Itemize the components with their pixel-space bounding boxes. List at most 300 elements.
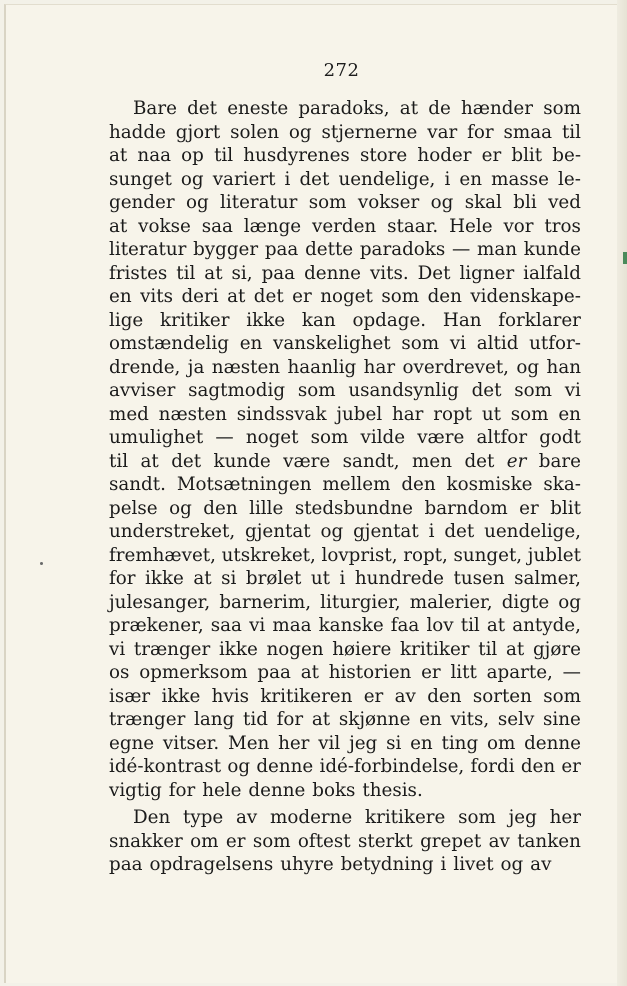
- word: kunde: [213, 450, 271, 472]
- word: aparte,: [486, 662, 553, 683]
- word: haanlig: [287, 356, 357, 378]
- word: vanskelighet: [273, 333, 391, 354]
- word: som: [381, 286, 420, 307]
- edge-tab-marker: [623, 252, 627, 264]
- word: mellem: [322, 474, 391, 495]
- page-edge: [617, 0, 627, 986]
- emphasized-word: er: [506, 450, 527, 472]
- word: som: [308, 192, 347, 213]
- word: saa: [210, 615, 242, 636]
- word: malerier,: [409, 591, 493, 613]
- text-line: [109, 97, 581, 121]
- word: brølet: [245, 568, 302, 589]
- word: opmerksom: [139, 662, 248, 683]
- word: være: [283, 450, 331, 472]
- word: ligner: [459, 262, 515, 284]
- word: sandt,: [342, 450, 400, 472]
- word: en: [239, 333, 263, 354]
- word: i: [284, 168, 291, 190]
- word: gjentat: [353, 521, 419, 542]
- word: jubel: [336, 403, 383, 425]
- word: skal: [464, 192, 502, 213]
- word: vi: [564, 380, 581, 401]
- word: godt: [539, 427, 581, 448]
- text-line: [109, 830, 581, 854]
- word: den: [520, 756, 556, 777]
- word: at: [311, 709, 331, 730]
- word: liturgier,: [320, 591, 401, 613]
- word: opdragelsens: [149, 854, 274, 875]
- word: den: [427, 286, 462, 307]
- word: snakker: [109, 830, 183, 852]
- text-line: [109, 520, 581, 544]
- word: ropt,: [403, 544, 448, 566]
- word: store: [359, 145, 408, 166]
- word: Den: [133, 807, 171, 828]
- text-line: [109, 614, 581, 638]
- word: at: [506, 638, 525, 660]
- word: at: [140, 450, 159, 472]
- word: be-: [552, 145, 581, 166]
- word: han: [546, 356, 581, 378]
- word: at: [109, 215, 128, 237]
- word: grepet: [420, 830, 482, 852]
- word: sorten: [472, 685, 532, 707]
- text-line: [109, 379, 581, 403]
- word: for: [467, 121, 494, 143]
- word: dette: [305, 239, 354, 260]
- word: os: [109, 662, 130, 683]
- word: idé-forbindelse,: [319, 756, 465, 777]
- word: thesis.: [362, 779, 423, 801]
- word: —: [215, 427, 234, 448]
- word: om: [486, 732, 516, 754]
- word: som: [458, 807, 496, 828]
- word: som: [297, 380, 336, 401]
- word: ting: [441, 732, 479, 754]
- word: en: [419, 709, 442, 730]
- word: si: [221, 568, 237, 589]
- word: sandt.: [109, 474, 166, 495]
- word: som: [543, 685, 581, 707]
- word: at: [204, 262, 223, 284]
- text-line: [109, 708, 581, 732]
- word: Hele: [449, 215, 493, 237]
- word: skjønne: [338, 709, 411, 730]
- word: det: [171, 450, 202, 472]
- word: forklarer: [498, 309, 581, 331]
- word: vokse: [138, 215, 191, 237]
- word: er: [561, 756, 581, 777]
- word: var: [427, 121, 458, 143]
- word: usandsynlig: [348, 380, 459, 401]
- word: i: [339, 568, 346, 589]
- word: Bare: [133, 98, 177, 119]
- word: av: [530, 854, 552, 875]
- word: til: [109, 450, 129, 472]
- word: barndom: [424, 497, 508, 519]
- word: i: [428, 521, 435, 542]
- word: historien: [328, 662, 412, 683]
- word: en: [109, 286, 132, 307]
- word: kritikeren: [260, 685, 353, 707]
- word: av: [394, 685, 416, 707]
- word: salmer,: [514, 568, 581, 589]
- word: den: [203, 497, 238, 519]
- word: op: [181, 145, 204, 166]
- word: til: [214, 145, 234, 166]
- word: av: [488, 830, 510, 852]
- word: antyde,: [512, 615, 581, 636]
- word: især: [109, 685, 151, 707]
- word: Motsætningen: [176, 474, 312, 495]
- word: solen: [230, 121, 279, 143]
- text-line: [109, 191, 581, 215]
- word: altfor: [476, 427, 528, 448]
- word: utfor-: [529, 333, 581, 354]
- text-line: [109, 309, 581, 333]
- word: det: [299, 168, 330, 190]
- text-line: [109, 806, 581, 830]
- word: kritiker: [400, 638, 470, 660]
- word: ut: [481, 403, 501, 425]
- word: fremhævet,: [109, 544, 216, 566]
- word: lang: [194, 709, 235, 730]
- word: ikke: [145, 568, 184, 589]
- text-line: [109, 285, 581, 309]
- word: en: [410, 732, 433, 754]
- word: det: [464, 450, 495, 472]
- word: sunget,: [453, 544, 523, 566]
- text-line: [109, 567, 581, 591]
- page-number: 272: [323, 60, 360, 81]
- word: boks: [312, 779, 356, 801]
- word: idé-kontrast: [109, 756, 222, 777]
- word: vi: [449, 333, 467, 354]
- word: vigtig: [109, 779, 162, 801]
- word: drende,: [109, 356, 181, 378]
- word: selv: [497, 709, 535, 730]
- word: Han: [442, 309, 482, 331]
- word: for: [168, 779, 196, 801]
- word: gender: [109, 192, 175, 213]
- word: le-: [558, 168, 581, 190]
- word: lov: [426, 615, 454, 636]
- word: livet: [453, 854, 494, 875]
- word: umulighet: [109, 427, 204, 448]
- word: det: [444, 521, 475, 542]
- word: —: [562, 662, 581, 683]
- word: her: [278, 732, 310, 754]
- text-line: [109, 853, 581, 877]
- word: eneste: [227, 98, 289, 119]
- word: blit: [550, 497, 581, 519]
- text-line: [109, 356, 581, 380]
- word: paa: [109, 854, 143, 875]
- word: digte: [501, 591, 550, 613]
- word: lige: [109, 309, 144, 331]
- word: det: [471, 380, 502, 401]
- word: nogen: [266, 638, 324, 660]
- word: lovprist,: [321, 544, 398, 566]
- word: paradoks,: [298, 98, 390, 119]
- word: jeg: [508, 807, 537, 828]
- text-line: [109, 473, 581, 497]
- word: stjernerne: [321, 121, 418, 143]
- word: type: [183, 807, 224, 828]
- word: deri: [181, 286, 219, 307]
- word: stedsbundne: [294, 497, 413, 519]
- word: ropt: [433, 403, 473, 425]
- word: vitser.: [162, 732, 220, 754]
- word: tusen: [453, 568, 505, 589]
- word: lille: [249, 497, 284, 519]
- word: husdyrenes: [243, 145, 350, 166]
- word: altid: [476, 333, 519, 354]
- word: denne: [256, 756, 314, 777]
- word: næsten: [211, 356, 281, 378]
- word: prækener,: [109, 615, 204, 636]
- text-line: [109, 732, 581, 756]
- word: og: [288, 121, 312, 143]
- word: den: [401, 474, 436, 495]
- word: overdrevet,: [402, 356, 509, 378]
- word: bli: [513, 192, 537, 213]
- word: ut: [310, 568, 330, 589]
- ink-speck: [40, 562, 43, 565]
- word: det: [253, 286, 284, 307]
- word: betydning: [340, 854, 434, 875]
- word: hundrede: [354, 568, 444, 589]
- word: er: [421, 662, 441, 683]
- word: tros: [544, 215, 581, 237]
- word: som: [510, 403, 549, 425]
- word: længe: [243, 215, 302, 237]
- word: er: [481, 145, 502, 166]
- word: smaa: [503, 121, 553, 143]
- word: ved: [548, 192, 581, 213]
- word: noget: [320, 286, 373, 307]
- word: blit: [511, 145, 543, 166]
- word: naa: [137, 145, 171, 166]
- word: uendelige,: [484, 521, 581, 542]
- word: avviser: [109, 380, 176, 401]
- text-line: [109, 238, 581, 262]
- body-text: [109, 97, 581, 877]
- word: denne: [524, 732, 581, 754]
- word: kritikere: [365, 807, 446, 828]
- text-line: [109, 426, 581, 450]
- word: gjøre: [532, 638, 581, 660]
- word: at: [300, 662, 319, 683]
- word: som: [252, 830, 291, 852]
- word: hænder: [460, 98, 533, 119]
- word: utskreket,: [221, 544, 316, 566]
- word: sine: [543, 709, 581, 730]
- word: noget: [245, 427, 299, 448]
- word: som: [543, 98, 581, 119]
- word: omstændelig: [109, 333, 229, 354]
- word: barnerim,: [219, 591, 312, 613]
- word: som: [401, 333, 440, 354]
- text-line: [109, 661, 581, 685]
- word: vokser: [357, 192, 420, 213]
- word: har: [363, 356, 396, 378]
- word: til: [176, 262, 196, 284]
- word: vilde: [360, 427, 406, 448]
- word: literatur: [109, 239, 187, 260]
- word: og: [430, 192, 454, 213]
- word: videnskape-: [470, 286, 581, 307]
- text-line: [109, 332, 581, 356]
- word: saa: [201, 215, 233, 237]
- word: egne: [109, 732, 155, 754]
- word: oftest: [297, 830, 351, 852]
- word: verden: [312, 215, 377, 237]
- word: og: [227, 756, 251, 777]
- word: fordi: [470, 756, 515, 777]
- word: trænger: [109, 709, 186, 730]
- word: kritiker: [160, 309, 230, 331]
- word: opdage.: [352, 309, 427, 331]
- word: ialfald: [523, 262, 581, 284]
- text-line: [109, 685, 581, 709]
- word: si,: [231, 262, 253, 284]
- word: som: [310, 427, 349, 448]
- word: vits.: [369, 262, 409, 284]
- word: til: [561, 121, 581, 143]
- word: og: [500, 854, 524, 875]
- text-line: [109, 450, 581, 474]
- word: i: [444, 168, 451, 190]
- text-line: [109, 544, 581, 568]
- word: sindssvak: [236, 403, 327, 425]
- word: kunde: [523, 239, 581, 260]
- word: faa: [390, 615, 420, 636]
- word: uhyre: [280, 854, 334, 875]
- text-line: [109, 591, 581, 615]
- word: at: [193, 568, 212, 589]
- word: til: [460, 615, 480, 636]
- word: tid: [243, 709, 268, 730]
- word: paa: [264, 239, 299, 260]
- word: masse: [491, 168, 549, 190]
- word: kan: [301, 309, 336, 331]
- word: variert: [212, 168, 276, 190]
- word: man: [477, 239, 518, 260]
- word: bygger: [193, 239, 259, 260]
- word: den: [427, 685, 462, 707]
- word: har: [391, 403, 424, 425]
- word: næsten: [158, 403, 227, 425]
- word: jeg: [349, 732, 378, 754]
- word: vi: [249, 615, 266, 636]
- word: av: [236, 807, 258, 828]
- word: hadde: [109, 121, 166, 143]
- word: at: [486, 615, 506, 636]
- word: her: [549, 807, 581, 828]
- word: vits,: [450, 709, 490, 730]
- word: hele: [202, 779, 242, 801]
- word: med: [109, 403, 149, 425]
- word: i: [440, 854, 447, 875]
- text-line: [109, 168, 581, 192]
- word: vil: [318, 732, 341, 754]
- word: litt: [450, 662, 477, 683]
- word: ska-: [543, 474, 581, 495]
- word: om: [190, 830, 219, 852]
- word: trænger: [133, 638, 211, 660]
- word: men: [412, 450, 452, 472]
- word: kanske: [318, 615, 384, 636]
- word: paradoks: [359, 239, 446, 260]
- word: denne: [248, 779, 306, 801]
- word: moderne: [270, 807, 353, 828]
- word: maa: [272, 615, 312, 636]
- word: kosmiske: [446, 474, 533, 495]
- word: og: [320, 521, 344, 542]
- word: en: [459, 168, 483, 190]
- word: ikke: [246, 309, 286, 331]
- text-line: [109, 403, 581, 427]
- word: vi: [109, 638, 126, 660]
- word: vits: [140, 286, 173, 307]
- word: literatur: [220, 192, 298, 213]
- word: —: [452, 239, 471, 260]
- text-line: [109, 497, 581, 521]
- word: denne: [304, 262, 361, 284]
- word: uendelige,: [338, 168, 436, 190]
- word: er: [292, 286, 312, 307]
- word: og: [180, 168, 204, 190]
- word: er: [363, 685, 384, 707]
- word: sunget: [109, 168, 172, 190]
- word: for: [109, 568, 136, 589]
- word: en: [558, 403, 581, 425]
- word: som: [514, 380, 552, 401]
- word: og: [185, 192, 209, 213]
- word: til: [478, 638, 498, 660]
- word: Det: [417, 262, 451, 284]
- word: og: [516, 356, 540, 378]
- word: paa: [257, 662, 291, 683]
- word: staar.: [387, 215, 439, 237]
- word: og: [558, 591, 581, 613]
- word: er: [225, 830, 246, 852]
- word: at: [399, 98, 419, 119]
- word: de: [428, 98, 451, 119]
- text-line: [109, 262, 581, 286]
- text-line: [109, 638, 581, 662]
- word: si: [386, 732, 402, 754]
- word: at: [227, 286, 246, 307]
- word: bare: [538, 450, 581, 472]
- word: tanken: [517, 830, 581, 852]
- word: jublet: [527, 544, 581, 566]
- text-line: [109, 755, 581, 779]
- word: ikke: [218, 638, 258, 660]
- word: det: [187, 98, 217, 119]
- text-line: [109, 215, 581, 239]
- word: være: [417, 427, 465, 448]
- word: gjort: [175, 121, 221, 143]
- word: fristes: [109, 262, 168, 284]
- word: og: [169, 497, 192, 519]
- word: ja: [187, 356, 205, 378]
- word: sagtmodig: [188, 380, 286, 401]
- word: ikke: [161, 685, 201, 707]
- word: hoder: [417, 145, 472, 166]
